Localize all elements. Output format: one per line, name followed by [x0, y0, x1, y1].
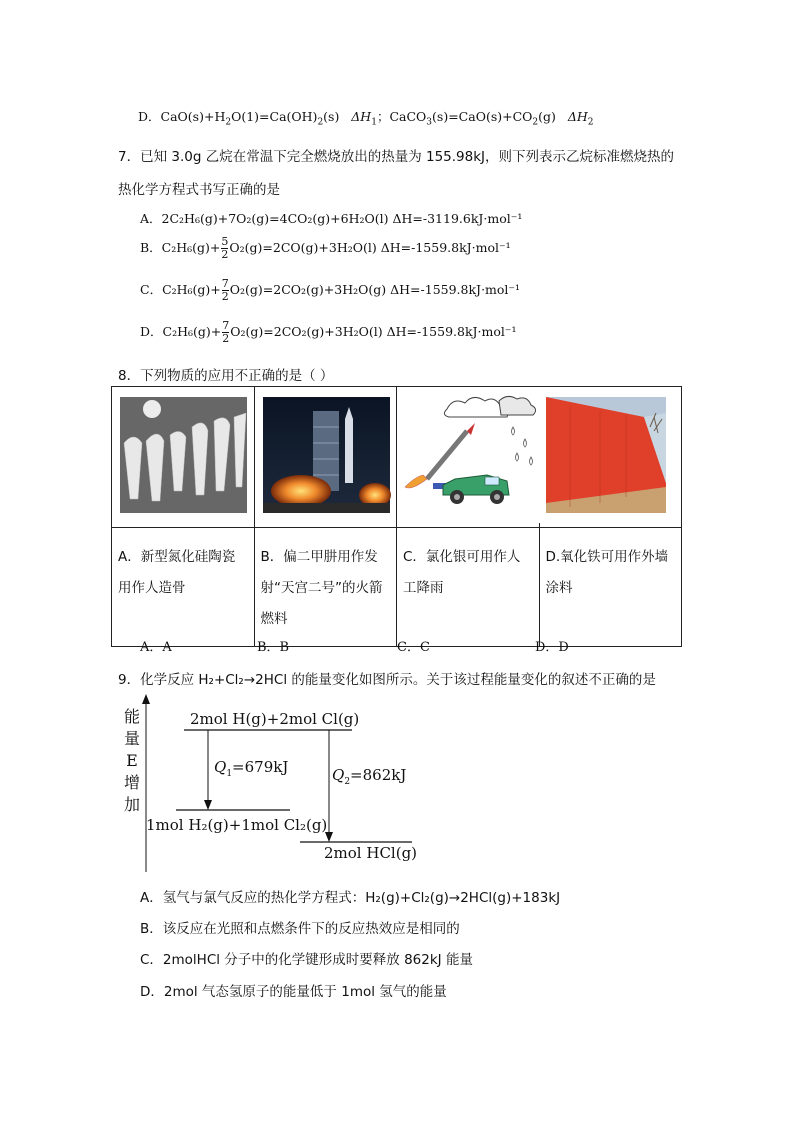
fraction-denominator: 2 — [222, 332, 230, 345]
equation-text: D．C₂H₆(g)+ — [140, 324, 222, 339]
q8-answer-c: C．C — [397, 640, 430, 655]
fraction — [221, 236, 228, 261]
fraction-numerator: 5 — [221, 235, 229, 248]
q7-stem-line2: 热化学方程式书写正确的是 — [118, 182, 280, 198]
q7-option-a: A．2C₂H₆(g)+7O₂(g)=4CO₂(g)+6H₂O(l) ΔH=-3119.6kJ·mol⁻¹ — [140, 211, 523, 226]
fraction-numerator: 7 — [222, 319, 230, 332]
rocket-launch-image — [255, 387, 398, 523]
fraction — [222, 320, 229, 345]
equation-text: O₂(g)=2CO₂(g)+3H₂O(l) ΔH=-1559.8kJ·mol⁻¹ — [230, 324, 517, 339]
equation-text: O(1)=Ca(OH) — [231, 109, 318, 124]
subscript: 2 — [587, 117, 594, 128]
q1-symbol: Q — [214, 758, 227, 776]
fraction-denominator: 2 — [221, 248, 229, 261]
q2-symbol: Q — [332, 766, 345, 784]
image-cell-a — [112, 387, 255, 528]
image-cell-d — [539, 387, 682, 528]
top-level-label: 2mol H(g)+2mol Cl(g) — [190, 710, 360, 728]
energy-axis-label — [122, 706, 142, 816]
q2-label — [332, 766, 406, 787]
q9-option-a: A．氢气与氯气反应的热化学方程式：H₂(g)+Cl₂(g)→2HCl(g)+183kJ — [140, 890, 561, 906]
image-cell-c — [397, 387, 540, 528]
equation-text: C．C₂H₆(g)+ — [140, 282, 221, 297]
subscript: 1 — [226, 769, 233, 779]
subscript: 2 — [532, 117, 539, 128]
energy-diagram — [110, 692, 430, 877]
fraction — [222, 278, 229, 303]
q9-option-d: D．2mol 气态氢原子的能量低于 1mol 氢气的能量 — [140, 984, 447, 1000]
q9-option-c: C．2molHCl 分子中的化学键形成时要释放 862kJ 能量 — [140, 952, 473, 968]
equation-text: O₂(g)=2CO(g)+3H₂O(l) ΔH=-1559.8kJ·mol⁻¹ — [229, 240, 511, 255]
q7-option-b — [140, 236, 511, 261]
delta-h-symbol: ΔH — [567, 109, 588, 124]
text-cell-d: D.氧化铁可用作外墙涂料 — [539, 528, 682, 647]
q8-stem: 8．下列物质的应用不正确的是（ ） — [118, 368, 334, 384]
equation-text: CaCO — [389, 109, 427, 124]
q8-answer-b: B．B — [257, 640, 290, 655]
subscript: 3 — [426, 117, 433, 128]
q8-answer-d: D．D — [535, 640, 569, 655]
q9-stem: 9．化学反应 H₂+Cl₂→2HCl 的能量变化如图所示。关于该过程能量变化的叙述不正确的是 — [118, 672, 656, 688]
q2-value: =862kJ — [350, 766, 407, 784]
axis-char: 加 — [123, 795, 140, 814]
axis-char: 增 — [123, 773, 140, 792]
q7-option-c — [140, 278, 520, 303]
equation-text: (s) — [323, 109, 340, 124]
q7-stem-line1: 7．已知 3.0g 乙烷在常温下完全燃烧放出的热量为 155.98kJ，则下列表示乙烷标准燃烧热的 — [118, 149, 675, 165]
q6-option-d — [138, 107, 594, 128]
fraction-numerator: 7 — [221, 277, 229, 290]
delta-h-symbol: ΔH — [351, 109, 372, 124]
bottom-level-label: 2mol HCl(g) — [324, 844, 418, 862]
rain-rocket-truck-image — [397, 387, 540, 523]
equation-text: CaO(s)+H — [160, 109, 226, 124]
equation-text: (s)=CaO(s)+CO — [432, 109, 533, 124]
q9-option-b: B．该反应在光照和点燃条件下的反应热效应是相同的 — [140, 921, 460, 937]
red-wall-image — [540, 387, 672, 523]
equation-text: (g) — [538, 109, 556, 124]
equation-text: B．C₂H₆(g)+ — [140, 240, 221, 255]
q8-answer-a: A．A — [140, 640, 172, 655]
text-cell-b: B．偏二甲肼用作发射“天宫二号”的火箭燃料 — [254, 528, 397, 647]
axis-char: 量 — [123, 729, 140, 748]
subscript: 1 — [371, 117, 377, 128]
option-label: D． — [138, 109, 161, 124]
axis-char: 能 — [123, 707, 140, 726]
text-cell-a: A．新型氮化硅陶瓷用作人造骨 — [112, 528, 255, 647]
artificial-bone-image — [112, 387, 255, 523]
q1-label — [214, 758, 288, 779]
subscript: 2 — [344, 777, 351, 787]
image-cell-b — [254, 387, 397, 528]
mid-level-label: 1mol H₂(g)+1mol Cl₂(g) — [146, 816, 328, 834]
q7-option-d — [140, 320, 517, 345]
q8-options-table — [111, 386, 682, 647]
q1-value: =679kJ — [232, 758, 289, 776]
subscript: 2 — [317, 117, 324, 128]
fraction-denominator: 2 — [221, 290, 229, 303]
equation-text: O₂(g)=2CO₂(g)+3H₂O(g) ΔH=-1559.8kJ·mol⁻¹ — [229, 282, 521, 297]
axis-char: E — [126, 751, 138, 770]
subscript: 2 — [225, 117, 232, 128]
separator: ； — [376, 109, 390, 124]
text-cell-c: C．氯化银可用作人工降雨 — [397, 528, 540, 647]
